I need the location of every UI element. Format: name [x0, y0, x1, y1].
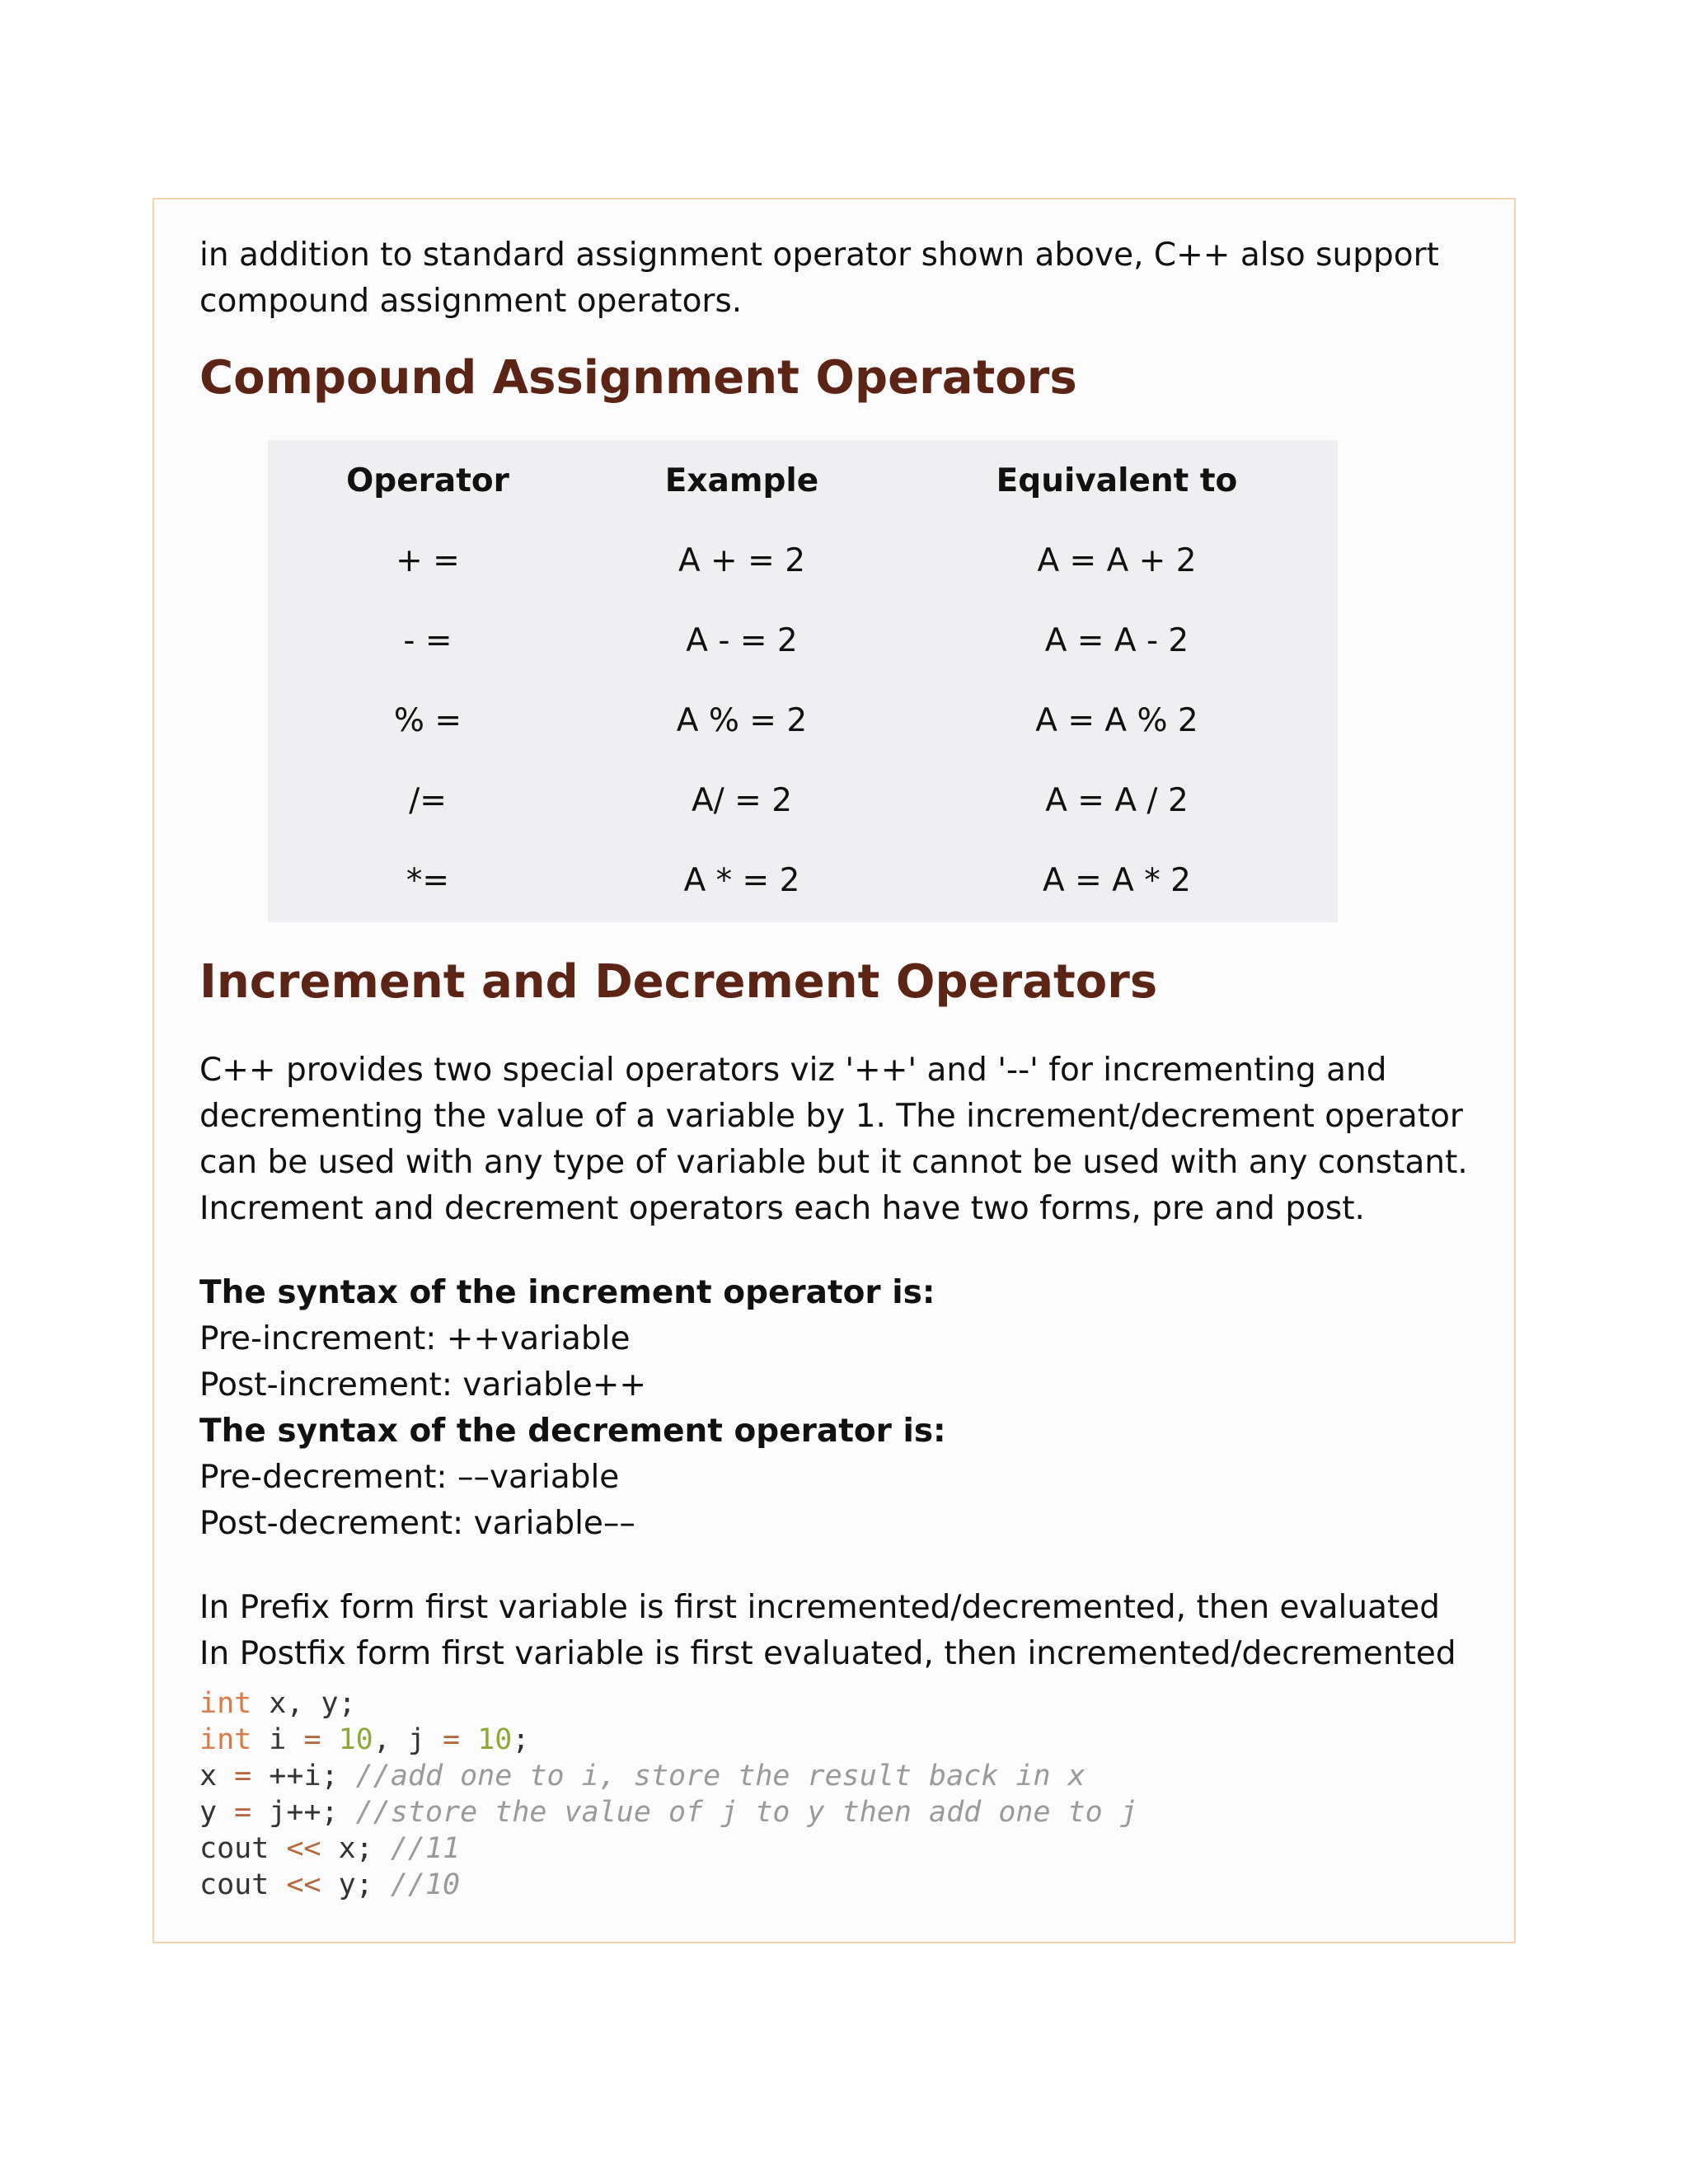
code-comment: //10 — [390, 1868, 461, 1901]
table-row — [268, 601, 1338, 681]
incdec-paragraph: C++ provides two special operators viz '++' and '--' for incrementing and decrementing the value of a variable by 1. The increment/decrement operator can be used with any type of variable but it cannot be used with any constant. Increment and decrement operators each have two forms, pre and post. — [199, 1052, 1468, 1227]
code-comment: //store the value of j to y then add one to j — [355, 1796, 1137, 1829]
operator-table — [268, 440, 1338, 921]
table-row — [268, 841, 1338, 921]
column-header-operator: Operator — [346, 462, 509, 499]
code-operator: = — [303, 1723, 321, 1756]
table-header-row — [268, 440, 1338, 521]
cell-operator: + = — [396, 542, 460, 579]
code-line — [199, 1722, 1485, 1758]
post-increment-syntax: Post-increment: variable++ — [199, 1366, 647, 1404]
code-text — [460, 1723, 477, 1756]
code-keyword: int — [199, 1723, 252, 1756]
code-comment: //11 — [390, 1832, 461, 1865]
operator-table-container — [268, 440, 1338, 922]
code-number: 10 — [338, 1723, 373, 1756]
code-line — [199, 1830, 1485, 1867]
cell-example: A/ = 2 — [691, 782, 793, 819]
code-operator: = — [234, 1796, 252, 1829]
code-keyword: int — [199, 1687, 252, 1720]
cell-example: A % = 2 — [676, 702, 808, 739]
code-text: cout — [199, 1832, 287, 1865]
heading-increment-decrement: Increment and Decrement Operators — [199, 955, 1158, 1009]
prefix-note: In Prefix form first variable is first incremented/decremented, then evaluated — [199, 1589, 1441, 1626]
code-text: cout — [199, 1868, 287, 1901]
pre-decrement-syntax: Pre-decrement: ––variable — [199, 1459, 620, 1496]
cell-operator: /= — [409, 782, 447, 819]
post-decrement-syntax: Post-decrement: variable–– — [199, 1505, 635, 1542]
code-comment: //add one to i, store the result back in x — [355, 1760, 1085, 1793]
cell-example: A - = 2 — [686, 622, 798, 659]
incdec-section — [199, 954, 1485, 1903]
code-text — [321, 1723, 339, 1756]
code-text: , j — [373, 1723, 443, 1756]
syntax-block — [199, 1270, 1485, 1547]
cell-example: A + = 2 — [678, 542, 806, 579]
cell-operator: *= — [406, 862, 450, 899]
code-number: 10 — [477, 1723, 513, 1756]
code-text: x, y; — [251, 1687, 356, 1720]
code-line — [199, 1685, 1485, 1722]
heading-compound-assignment: Compound Assignment Operators — [199, 351, 1077, 405]
code-line — [199, 1758, 1485, 1794]
table-row — [268, 761, 1338, 841]
code-text: y; — [321, 1868, 391, 1901]
code-operator: = — [443, 1723, 461, 1756]
table-row — [268, 681, 1338, 761]
code-line — [199, 1867, 1485, 1903]
cell-equivalent: A = A % 2 — [1035, 702, 1198, 739]
increment-syntax-title: The syntax of the increment operator is: — [199, 1274, 935, 1311]
code-text: j++; — [251, 1796, 356, 1829]
code-line — [199, 1794, 1485, 1830]
cell-equivalent: A = A * 2 — [1043, 862, 1191, 899]
content-card — [152, 198, 1516, 1943]
prefix-postfix-notes — [199, 1585, 1485, 1677]
code-operator: << — [286, 1832, 321, 1865]
code-sample — [199, 1685, 1485, 1903]
code-text: ; — [512, 1723, 530, 1756]
decrement-syntax-title: The syntax of the decrement operator is: — [199, 1413, 946, 1450]
pre-increment-syntax: Pre-increment: ++variable — [199, 1320, 631, 1357]
code-text: i — [251, 1723, 304, 1756]
code-text: y — [199, 1796, 235, 1829]
postfix-note: In Postfix form first variable is first evaluated, then incremented/decremented — [199, 1635, 1456, 1672]
cell-operator: - = — [403, 622, 452, 659]
cell-equivalent: A = A + 2 — [1037, 542, 1197, 579]
cell-operator: % = — [393, 702, 462, 739]
code-text: ++i; — [251, 1760, 356, 1793]
code-text: x; — [321, 1832, 391, 1865]
code-text: x — [199, 1760, 235, 1793]
cell-equivalent: A = A / 2 — [1045, 782, 1189, 819]
code-operator: << — [286, 1868, 321, 1901]
cell-equivalent: A = A - 2 — [1044, 622, 1189, 659]
table-row — [268, 521, 1338, 601]
cell-example: A * = 2 — [683, 862, 800, 899]
code-operator: = — [234, 1760, 252, 1793]
intro-paragraph: in addition to standard assignment operator shown above, C++ also support compound assignment operators. — [199, 237, 1439, 320]
column-header-equivalent: Equivalent to — [996, 462, 1238, 499]
column-header-example: Example — [664, 462, 819, 499]
